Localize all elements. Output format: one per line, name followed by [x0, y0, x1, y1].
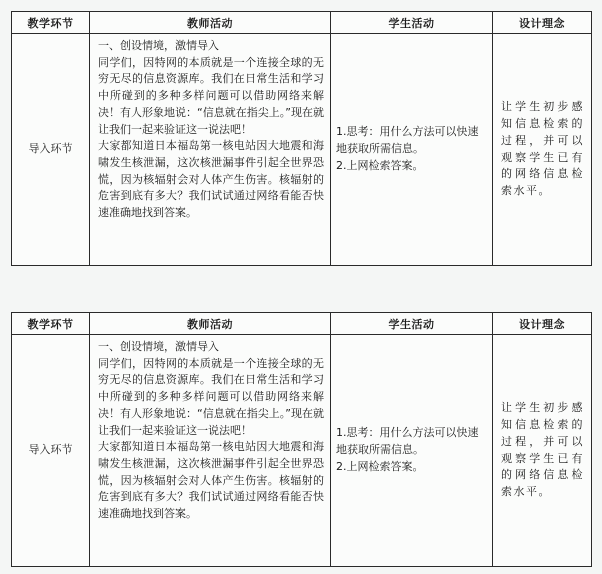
header-teacher-activity: 教师活动 — [90, 12, 331, 34]
lesson-plan-table-2 — [11, 312, 592, 567]
student-activity-cell — [331, 335, 493, 567]
design-rationale-cell: 让学生初步感知信息检索的过程，并可以观察学生已有的网络信息检索水平。 — [493, 34, 592, 266]
teacher-line: 同学们，因特网的本质就是一个连接全球的无穷无尽的信息资源库。我们在日常生活和学习中所碰到的多种多样问题可以借助网络来解决！有人形象地说：“信息就在指尖上。”现在就让我们一起来验证这一说法吧！ — [98, 55, 324, 136]
teacher-line: 大家都知道日本福岛第一核电站因大地震和海啸发生核泄漏，这次核泄漏事件引起全世界恐慌，因为核辐射会对人体产生伤害。核辐射的危害到底有多大？我们试试通过网络看能否快速准确地找到答案。 — [98, 440, 324, 521]
header-design-rationale: 设计理念 — [493, 12, 592, 34]
header-student-activity: 学生活动 — [331, 313, 493, 335]
teacher-line: 一、创设情境，激情导入 — [98, 39, 219, 52]
table-row — [12, 335, 592, 567]
student-line: 1.思考：用什么方法可以快速地获取所需信息。 — [336, 125, 479, 156]
header-teaching-stage: 教学环节 — [12, 313, 90, 335]
student-line: 1.思考：用什么方法可以快速地获取所需信息。 — [336, 426, 479, 457]
table-row — [12, 34, 592, 266]
table-header-row — [12, 12, 592, 34]
stage-cell: 导入环节 — [12, 34, 90, 266]
teacher-line: 同学们，因特网的本质就是一个连接全球的无穷无尽的信息资源库。我们在日常生活和学习中所碰到的多种多样问题可以借助网络来解决！有人形象地说：“信息就在指尖上。”现在就让我们一起来验证这一说法吧！ — [98, 356, 324, 437]
lesson-plan-table-1 — [11, 11, 592, 266]
design-rationale-cell: 让学生初步感知信息检索的过程，并可以观察学生已有的网络信息检索水平。 — [493, 335, 592, 567]
header-student-activity: 学生活动 — [331, 12, 493, 34]
student-line: 2.上网检索答案。 — [336, 158, 424, 172]
header-teaching-stage: 教学环节 — [12, 12, 90, 34]
table-header-row — [12, 313, 592, 335]
stage-cell: 导入环节 — [12, 335, 90, 567]
header-design-rationale: 设计理念 — [493, 313, 592, 335]
header-teacher-activity: 教师活动 — [90, 313, 331, 335]
teacher-line: 大家都知道日本福岛第一核电站因大地震和海啸发生核泄漏，这次核泄漏事件引起全世界恐慌，因为核辐射会对人体产生伤害。核辐射的危害到底有多大？我们试试通过网络看能否快速准确地找到答案。 — [98, 139, 324, 220]
teacher-activity-cell — [90, 335, 331, 567]
teacher-line: 一、创设情境，激情导入 — [98, 340, 219, 353]
teacher-activity-cell — [90, 34, 331, 266]
student-line: 2.上网检索答案。 — [336, 459, 424, 473]
student-activity-cell — [331, 34, 493, 266]
